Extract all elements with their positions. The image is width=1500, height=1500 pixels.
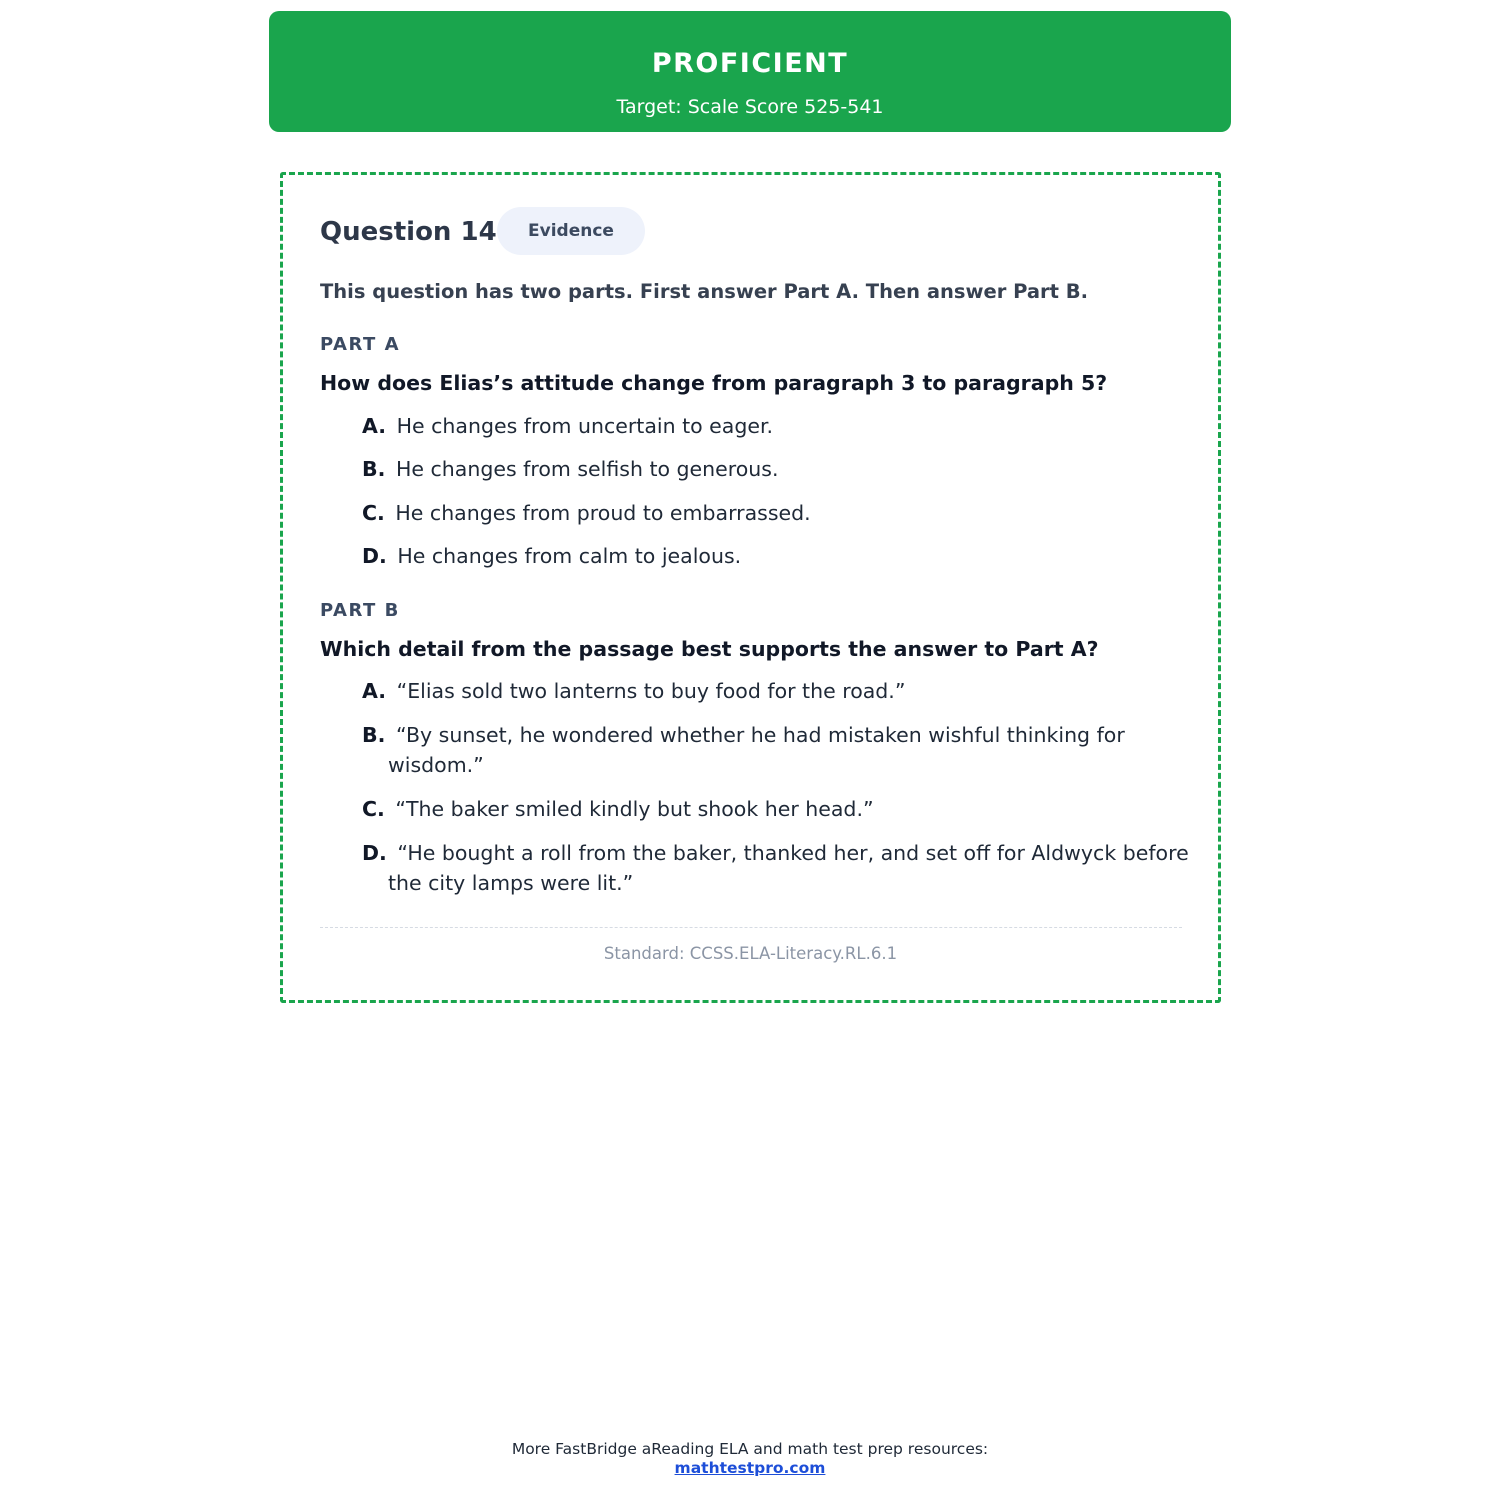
choice-letter: B. [362, 723, 386, 747]
footer [0, 1440, 1500, 1478]
part-a-label: PART A [320, 334, 400, 355]
footer-text: More FastBridge aReading ELA and math test prep resources: [511, 1440, 989, 1458]
choice-text: He changes from uncertain to eager. [396, 414, 774, 438]
part-b-label: PART B [320, 600, 400, 621]
choice-text: He changes from selfish to generous. [395, 457, 779, 481]
choice-text: He changes from calm to jealous. [397, 544, 742, 568]
question-card [280, 172, 1221, 1003]
part-a-choice-b[interactable] [362, 454, 1208, 484]
question-intro: This question has two parts. First answer Part A. Then answer Part B. [320, 280, 1089, 303]
part-a-choice-a[interactable] [362, 411, 1208, 441]
level-title: PROFICIENT [651, 48, 849, 79]
choice-letter: B. [362, 457, 386, 481]
divider [320, 927, 1182, 928]
choice-text: “By sunset, he wondered whether he had mistaken wishful thinking for wisdom.” [388, 723, 1125, 777]
choice-letter: C. [362, 501, 385, 525]
question-heading: Question 14 [320, 217, 497, 247]
part-b-choice-a[interactable] [362, 676, 1208, 706]
choice-letter: C. [362, 797, 385, 821]
part-a-prompt: How does Elias’s attitude change from paragraph 3 to paragraph 5? [320, 371, 1108, 395]
part-b-choice-c[interactable] [362, 794, 1208, 824]
footer-link[interactable]: mathtestpro.com [674, 1459, 826, 1477]
choice-letter: A. [362, 414, 387, 438]
choice-letter: A. [362, 679, 387, 703]
choice-letter: D. [362, 544, 387, 568]
part-b-prompt: Which detail from the passage best supports the answer to Part A? [320, 637, 1099, 661]
standard-label: Standard: CCSS.ELA-Literacy.RL.6.1 [603, 944, 898, 963]
part-b-choice-d[interactable] [362, 838, 1208, 898]
level-banner [269, 11, 1231, 132]
choice-text: “The baker smiled kindly but shook her head.” [395, 797, 874, 821]
choice-text: “Elias sold two lanterns to buy food for the road.” [396, 679, 906, 703]
part-a-choice-c[interactable] [362, 498, 1208, 528]
part-b-choice-b[interactable] [362, 720, 1208, 780]
choice-letter: D. [362, 841, 387, 865]
level-target: Target: Scale Score 525-541 [616, 96, 884, 118]
skill-tag: Evidence [497, 207, 645, 255]
choice-text: He changes from proud to embarrassed. [395, 501, 811, 525]
part-a-choice-d[interactable] [362, 541, 1208, 571]
choice-text: “He bought a roll from the baker, thanked her, and set off for Aldwyck before the city lamps were lit.” [388, 841, 1189, 895]
